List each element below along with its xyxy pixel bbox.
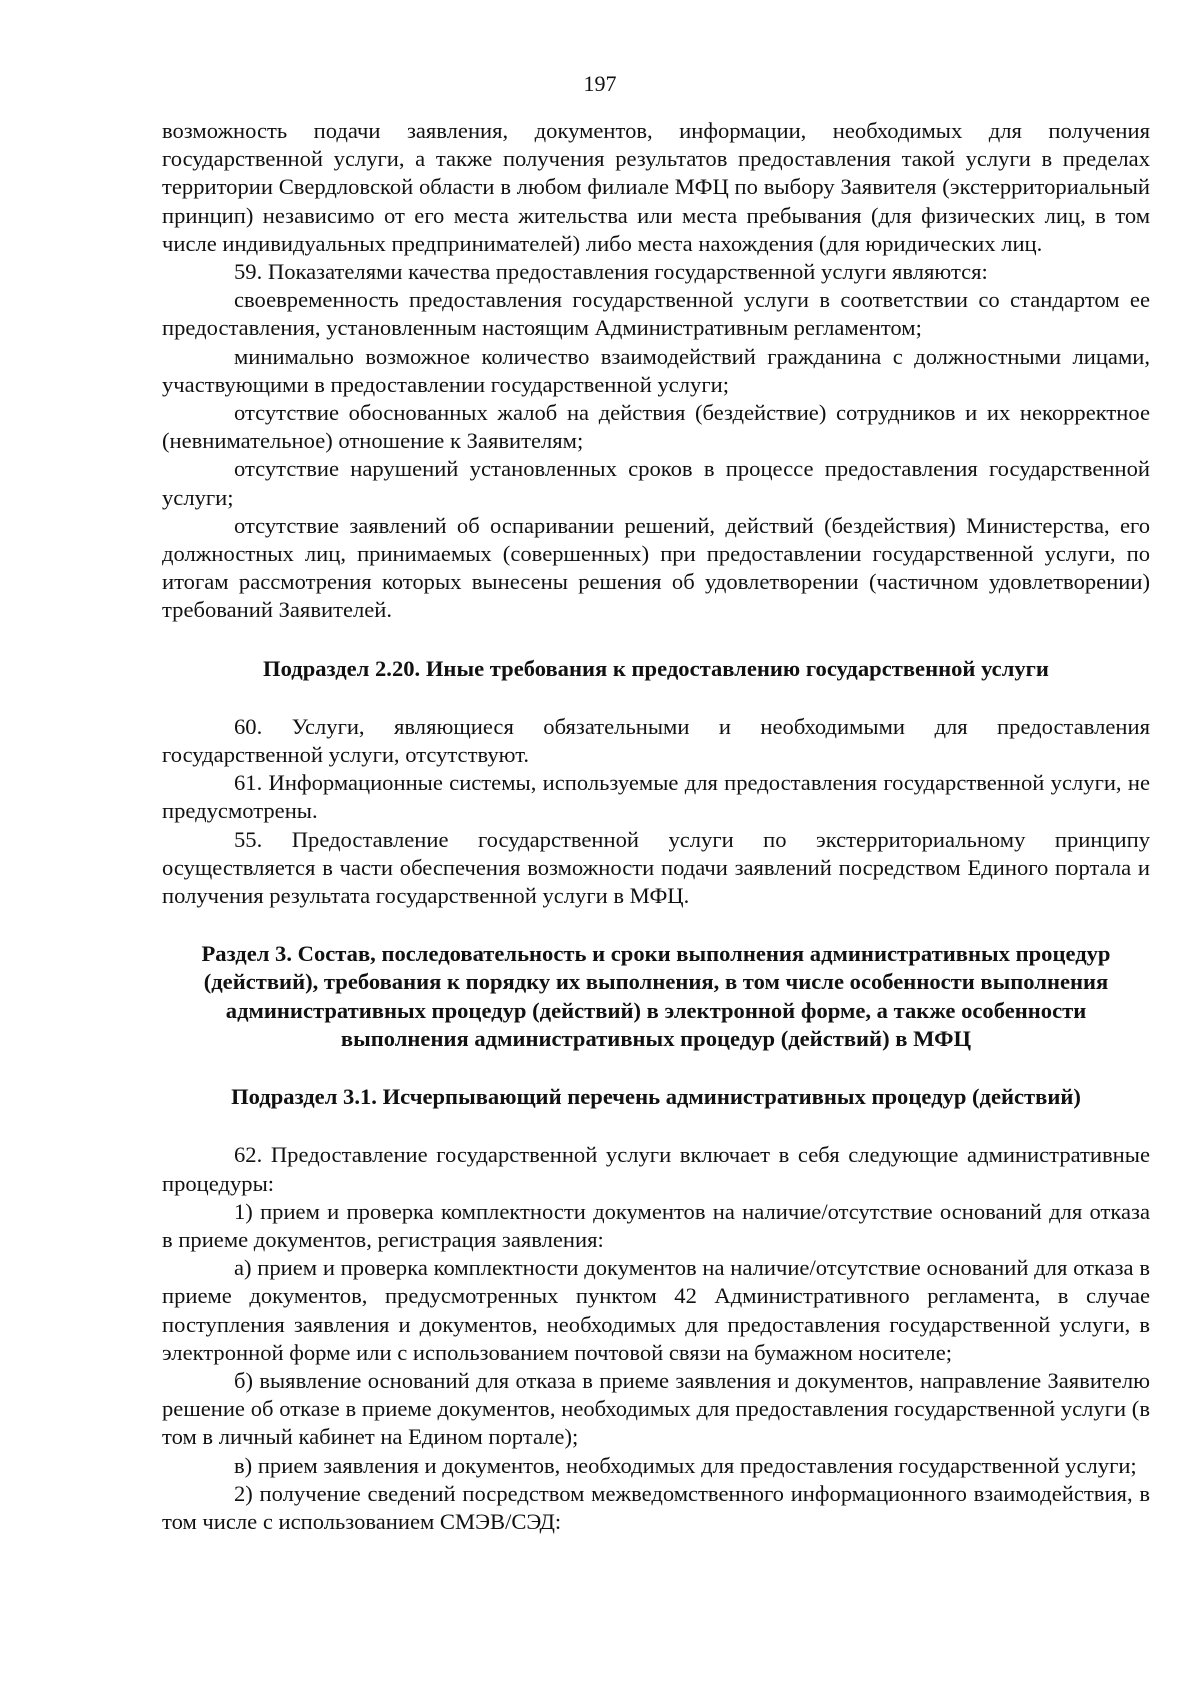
paragraph: а) прием и проверка комплектности документов на наличие/отсутствие оснований для отказа в приеме документов, предусмотренных пунктом 42 Административного регламента, в случае поступления заявления и документов, необходимых для предоставления государственной услуги, в электронной форме или с использованием почтовой связи на бумажном носителе; xyxy=(162,1255,1150,1365)
page-number: 197 xyxy=(583,71,617,96)
section-spacer xyxy=(162,1053,1150,1083)
paragraph: 1) прием и проверка комплектности документов на наличие/отсутствие оснований для отказа в приеме документов, регистрация заявления: xyxy=(162,1198,1150,1252)
paragraph: отсутствие нарушений установленных сроков в процессе предоставления государственной услуги; xyxy=(162,456,1150,510)
document-body xyxy=(162,117,1150,1536)
paragraph: 62. Предоставление государственной услуги включает в себя следующие административные процедуры: xyxy=(162,1142,1150,1196)
paragraph: 55. Предоставление государственной услуги по экстерриториальному принципу осуществляется в части обеспечения возможности подачи заявлений посредством Единого портала и получения результата государственной услуги в МФЦ. xyxy=(162,826,1150,909)
paragraph: 61. Информационные системы, используемые для предоставления государственной услуги, не предусмотрены. xyxy=(162,770,1150,824)
paragraph: в) прием заявления и документов, необходимых для предоставления государственной услуги; xyxy=(234,1452,1137,1478)
paragraph: отсутствие обоснованных жалоб на действия (бездействие) сотрудников и их некорректное (невнимательное) отношение к Заявителям; xyxy=(162,400,1150,454)
section-heading: Раздел 3. Состав, последовательность и сроки выполнения административных процедур (действий), требования к порядку их выполнения, в том числе особенности выполнения административных процедур (действий) в электронной форме, а также особенности выполнения административных процедур (действий) в МФЦ xyxy=(201,941,1111,1051)
paragraph: своевременность предоставления государственной услуги в соответствии со стандартом ее предоставления, установленным настоящим Административным регламентом; xyxy=(162,287,1150,341)
paragraph: 2) получение сведений посредством межведомственного информационного взаимодействия, в том числе с использованием СМЭВ/СЭД: xyxy=(162,1480,1150,1534)
section-spacer xyxy=(162,1111,1150,1141)
section-heading: Подраздел 2.20. Иные требования к предоставлению государственной услуги xyxy=(263,655,1049,681)
section-spacer xyxy=(162,683,1150,713)
paragraph: 60. Услуги, являющиеся обязательными и необходимыми для предоставления государственной услуги, отсутствуют. xyxy=(162,713,1150,768)
section-spacer xyxy=(162,910,1150,940)
paragraph: возможность подачи заявления, документов, информации, необходимых для получения государственной услуги, а также получения результатов предоставления такой услуги в пределах территории Свердловской области в любом филиале МФЦ по выбору Заявителя (экстерриториальный принцип) независимо от его места жительства или места пребывания (для физических лиц, в том числе индивидуальных предпринимателей) либо места нахождения (для юридических лиц. xyxy=(162,118,1150,256)
paragraph: 59. Показателями качества предоставления государственной услуги являются: xyxy=(234,259,988,285)
section-heading: Подраздел 3.1. Исчерпывающий перечень административных процедур (действий) xyxy=(231,1084,1081,1110)
section-spacer xyxy=(162,625,1150,655)
paragraph: отсутствие заявлений об оспаривании решений, действий (бездействия) Министерства, его должностных лиц, принимаемых (совершенных) при предоставлении государственной услуги, по итогам рассмотрения которых вынесены решения об удовлетворении (частичном удовлетворении) требований Заявителей. xyxy=(162,512,1150,623)
paragraph: минимально возможное количество взаимодействий гражданина с должностными лицами, участвующими в предоставлении государственной услуги; xyxy=(162,343,1150,397)
paragraph: б) выявление оснований для отказа в приеме заявления и документов, направление Заявителю решение об отказе в приеме документов, необходимых для предоставления государственной услуги (в том в личный кабинет на Едином портале); xyxy=(162,1367,1150,1450)
